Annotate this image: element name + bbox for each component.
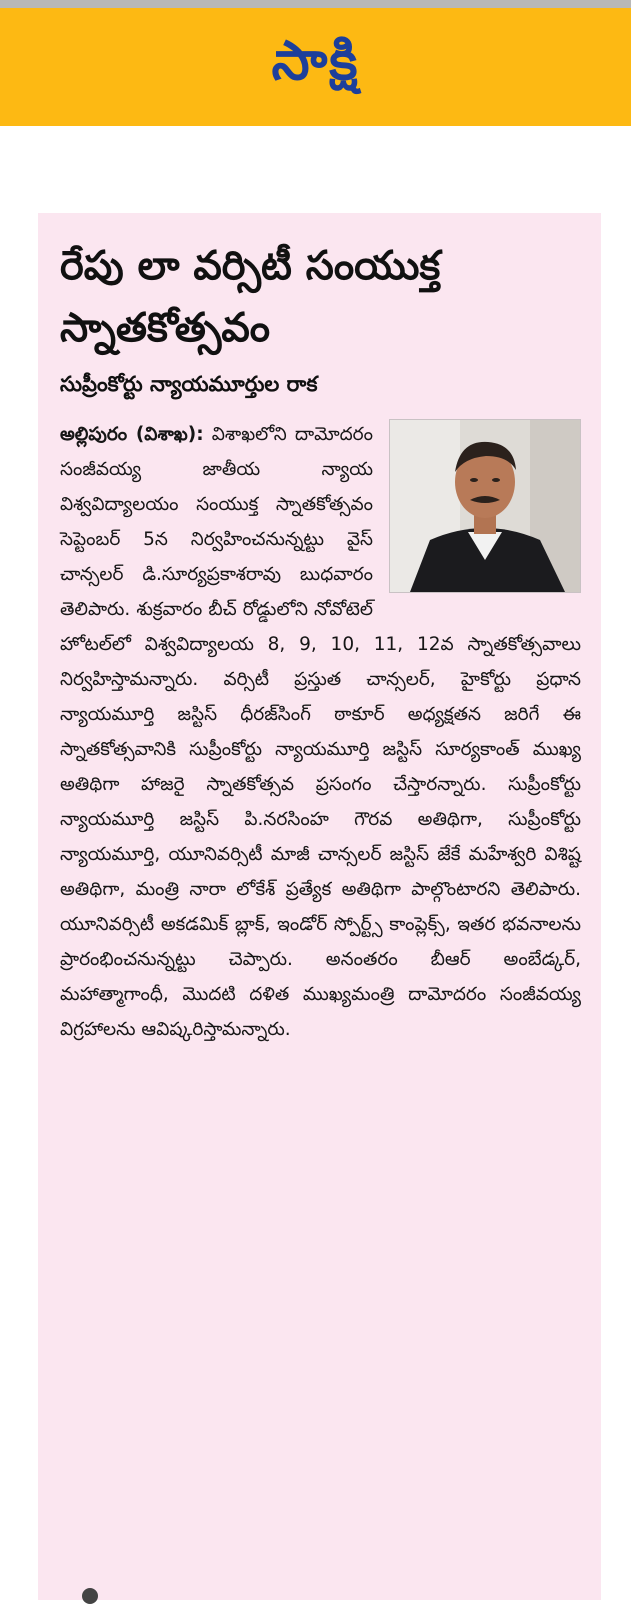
- top-strip: [0, 0, 631, 8]
- portrait-image: [390, 420, 580, 592]
- article-body-text: విశాఖలోని దామోదరం సంజీవయ్య జాతీయ న్యాయ విశ్వవిద్యాలయం సంయుక్త స్నాతకోత్సవం సెప్టెంబర్ 5న నిర్వహించనున్నట్టు వైస్ చాన్సలర్ డి.సూర్యప్రకాశరావు బుధవారం తెలిపారు. శుక్రవారం బీచ్ రోడ్డులోని నోవోటెల్ హోటల్‌లో విశ్వవిద్యాలయ 8, 9, 10, 11, 12వ స్నాతకోత్సవాలు నిర్వహిస్తామన్నారు. వర్సిటీ ప్రస్తుత చాన్సలర్, హైకోర్టు ప్రధాన న్యాయమూర్తి జస్టిస్ ధీరజ్‌సింగ్ ఠాకూర్ అధ్యక్షతన జరిగే ఈ స్నాతకోత్సవానికి సుప్రీంకోర్టు న్యాయమూర్తి జస్టిస్ సూర్యకాంత్ ముఖ్య అతిథిగా హాజరై స్నాతకోత్సవ ప్రసంగం చేస్తారన్నారు. సుప్రీంకోర్టు న్యాయమూర్తి జస్టిస్ పి.నరసింహ గౌరవ అతిథిగా, సుప్రీంకోర్టు న్యాయమూర్తి, యూనివర్సిటీ మాజీ చాన్సలర్ జస్టిస్ జేకే మహేశ్వరి విశిష్ట అతిథిగా, మంత్రి నారా లోకేశ్ ప్రత్యేక అతిథిగా పాల్గొంటారని తెలిపారు. యూనివర్సిటీ అకడమిక్ బ్లాక్, ఇండోర్ స్పోర్ట్స్ కాంప్లెక్స్, ఇతర భవనాలను ప్రారంభించనున్నట్టు చెప్పారు. అనంతరం బీఆర్ అంబేడ్కర్, మహాత్మాగాంధీ, మొదటి దళిత ముఖ్యమంత్రి దామోదరం సంజీవయ్య విగ్రహాలను ఆవిష్కరిస్తామన్నారు.: [60, 424, 581, 1040]
- article-headline: రేపు లా వర్సిటీ సంయుక్త స్నాతకోత్సవం: [60, 243, 441, 351]
- news-article: [38, 213, 601, 1600]
- page-indicator-dot: [82, 1588, 98, 1604]
- sakshi-logo: సాక్షి: [271, 28, 360, 92]
- masthead: [0, 8, 631, 126]
- article-dateline: అల్లిపురం (విశాఖ):: [60, 424, 204, 445]
- article-subheadline: సుప్రీంకోర్టు న్యాయమూర్తుల రాక: [60, 372, 318, 396]
- person-photo: [389, 419, 581, 593]
